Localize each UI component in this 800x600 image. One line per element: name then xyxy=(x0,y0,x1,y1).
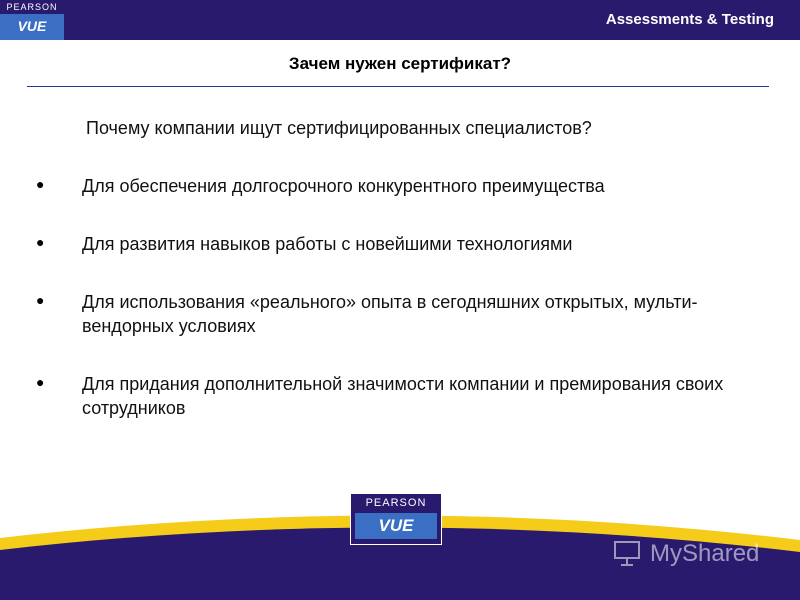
slide-title: Зачем нужен сертификат? xyxy=(288,54,512,73)
bullet-dot-icon: ● xyxy=(36,176,45,192)
slide-question: Почему компании ищут сертифицированных специалистов? xyxy=(86,118,592,138)
bullet-text: Для обеспечения долгосрочного конкурентного преимущества xyxy=(82,176,605,196)
watermark-text: MyShared xyxy=(650,540,760,567)
bullet-text: Для использования «реального» опыта в сегодняшних открытых, мульти-вендорных условиях xyxy=(82,292,698,336)
footer-logo-vue-text: VUE xyxy=(378,516,414,535)
bullet-dot-icon: ● xyxy=(36,234,45,250)
logo-vue-box xyxy=(0,14,64,40)
app-title: Assessments & Testing xyxy=(605,11,774,28)
header-bar xyxy=(0,0,800,40)
bullet-dot-icon: ● xyxy=(36,374,45,390)
logo-pearson-text: PEARSON xyxy=(0,0,64,14)
footer-logo-pearson-text: PEARSON xyxy=(365,497,427,509)
logo-vue-text: VUE xyxy=(17,18,47,34)
bullet-dot-icon: ● xyxy=(36,292,45,308)
myshared-watermark xyxy=(612,536,782,572)
presentation-icon xyxy=(612,538,642,568)
footer-pearson-vue-logo xyxy=(350,493,442,545)
pearson-vue-logo xyxy=(0,0,64,40)
bullet-text: Для развития навыков работы с новейшими технологиями xyxy=(82,234,573,254)
footer-logo-vue-box xyxy=(355,513,437,539)
title-divider xyxy=(27,86,769,87)
bullet-text: Для придания дополнительной значимости компании и премирования своих сотрудников xyxy=(82,374,724,418)
